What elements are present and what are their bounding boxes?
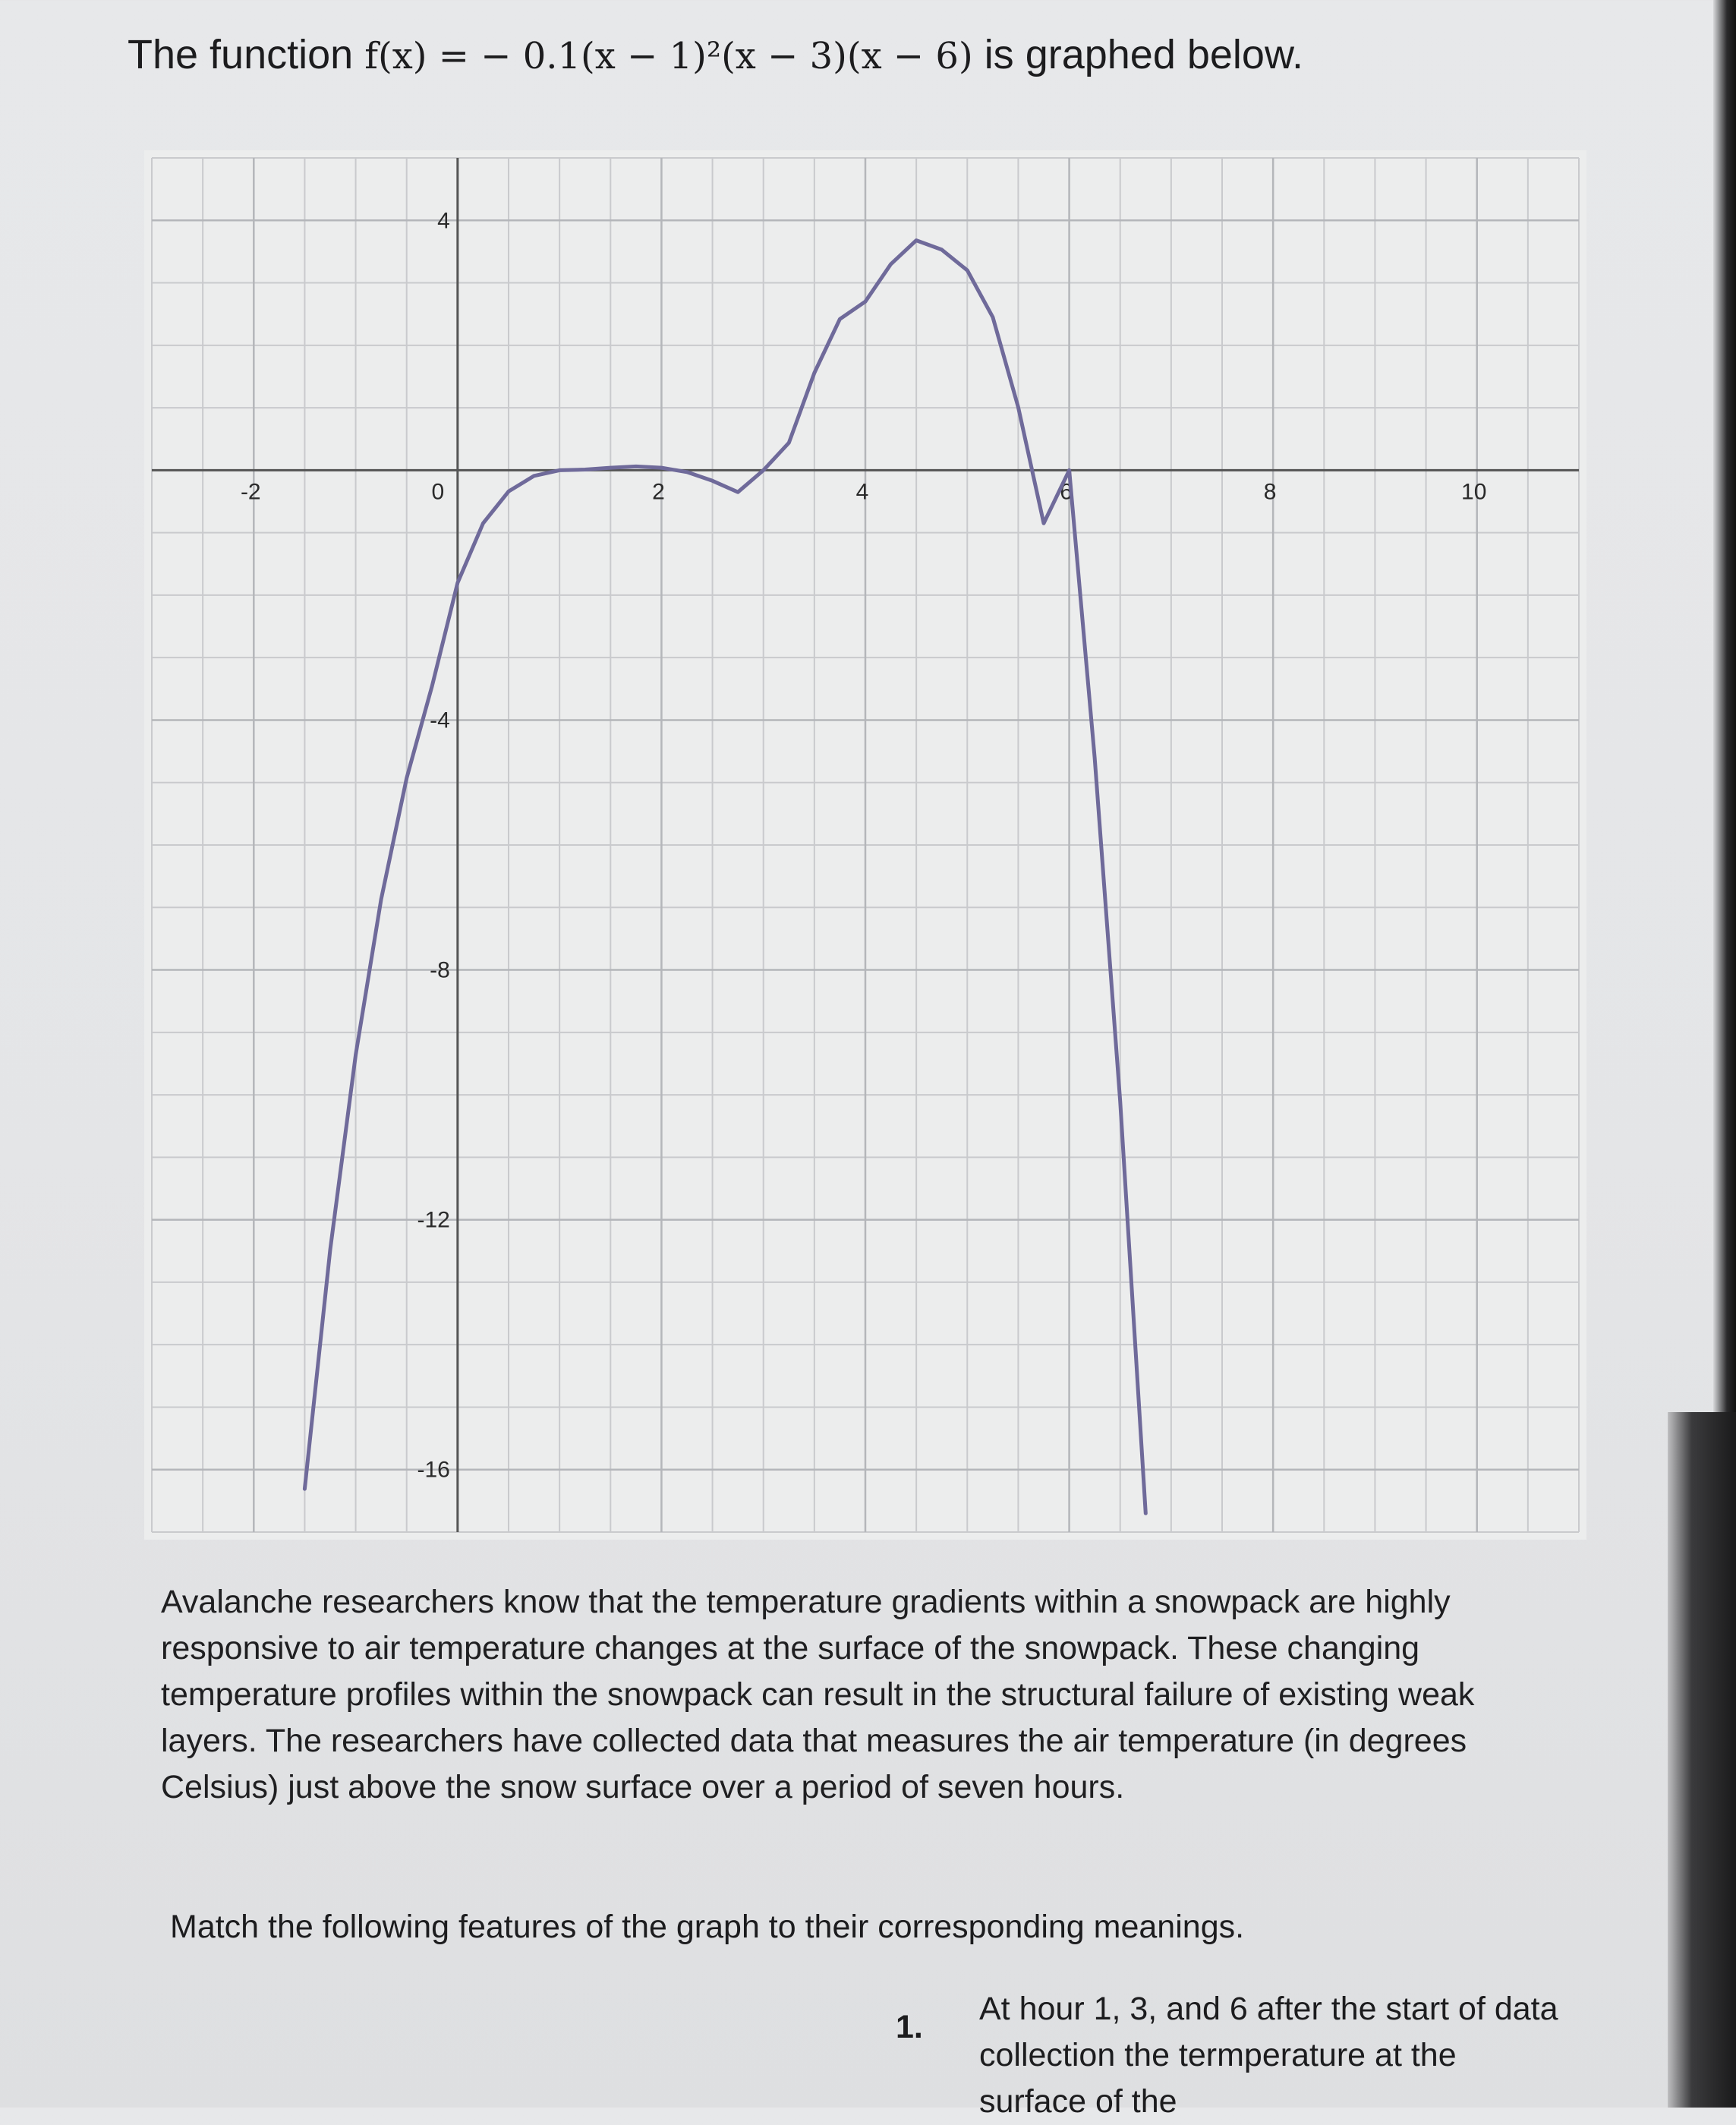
title-lead: The function (128, 32, 354, 77)
x-tick-label: 0 (431, 479, 445, 505)
item-text: At hour 1, 3, and 6 after the start of data collection the termperature at the surface of the (979, 1991, 1558, 2120)
x-tick-label: 4 (855, 479, 869, 505)
x-tick-label: 8 (1263, 479, 1277, 505)
chart-svg (144, 150, 1586, 1540)
function-graph (144, 150, 1586, 1543)
y-tick-label: -12 (417, 1207, 450, 1233)
matching-instruction: Match the following features of the graph to their corresponding meanings. (170, 1909, 1245, 1945)
item-number: 1. (896, 2009, 923, 2045)
y-tick-label: -16 (417, 1457, 450, 1483)
x-tick-label: 10 (1461, 479, 1487, 505)
y-tick-label: -8 (430, 957, 450, 983)
device-edge-shadow (1668, 1412, 1736, 2108)
x-tick-label: 6 (1060, 479, 1073, 505)
problem-title (128, 30, 1303, 80)
y-tick-label: 4 (437, 208, 450, 234)
x-tick-label: -2 (240, 479, 261, 505)
context-paragraph: Avalanche researchers know that the temperature gradients within a snowpack are highly responsive to air temperature changes at the surface of the snowpack. These changing temperature profiles within the snowpack can result in the structural failure of existing weak layers. The researchers have collected data that measures the air temperature (in degrees Celsius) just above the snow surface over a period of seven hours. (161, 1584, 1475, 1805)
title-tail: is graphed below. (984, 32, 1303, 77)
y-tick-label: -4 (430, 708, 450, 733)
x-tick-label: 2 (652, 479, 665, 505)
function-equation: f(x) = − 0.1(x − 1)²(x − 3)(x − 6) (364, 35, 973, 77)
